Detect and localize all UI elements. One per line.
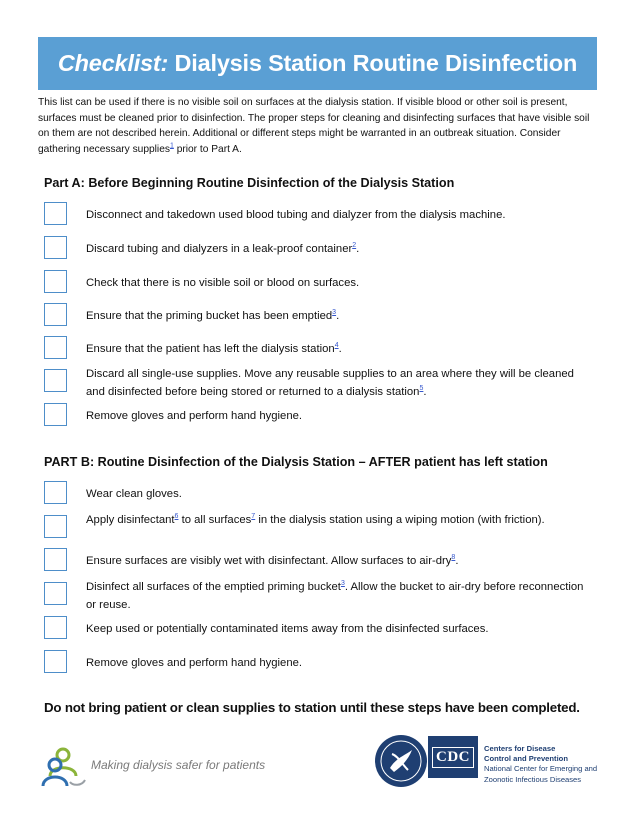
checkbox-b6[interactable] [44,650,67,673]
checkbox-a4[interactable] [44,303,67,326]
item-text: Keep used or potentially contaminated items away from the disinfected surfaces. [86,623,489,635]
footer-warning: Do not bring patient or clean supplies to station until these steps have been completed. [44,700,580,715]
cdc-line-1: Centers for Disease [484,744,556,753]
cdc-line-2: Control and Prevention [484,754,568,764]
item-tail: . [356,243,360,255]
item-text: Remove gloves and perform hand hygiene. [86,657,303,669]
item-mid: to all surfaces [178,514,252,526]
footnote-link-1[interactable]: 1 [169,142,174,150]
item-text: Remove gloves and perform hand hygiene. [86,410,303,422]
item-text: Wear clean gloves. [86,488,182,500]
intro-paragraph [38,95,598,157]
item-text: Apply disinfectant [86,514,175,526]
item-text: Check that there is no visible soil or blood on surfaces. [86,277,360,289]
checkbox-a5[interactable] [44,336,67,359]
checkbox-b1[interactable] [44,481,67,504]
checklist-item-a1 [86,206,586,224]
footnote-link-3[interactable]: 3 [332,309,337,317]
part-b-heading: PART B: Routine Disinfection of the Dialysis Station – AFTER patient has left station [44,455,548,469]
checklist-item-a5 [86,340,586,358]
intro-tail: prior to Part A. [173,143,242,155]
checklist-item-b2 [86,511,586,529]
footnote-link-4[interactable]: 4 [334,342,339,350]
checklist-item-b3 [86,552,586,570]
dialysis-people-logo-icon [40,742,90,790]
title-checklist-word: Checklist: [57,50,169,76]
part-a-heading: Part A: Before Beginning Routine Disinfection of the Dialysis Station [44,176,455,190]
checkbox-b2[interactable] [44,515,67,538]
footnote-link-7[interactable]: 7 [251,513,256,521]
item-tail: . [336,310,340,322]
item-text: Disinfect all surfaces of the emptied priming bucket [86,581,341,593]
item-tail: . [455,555,459,567]
item-text: Ensure that the patient has left the dialysis station [86,343,335,355]
checkbox-a1[interactable] [44,202,67,225]
tagline: Making dialysis safer for patients [91,758,266,772]
item-text: Discard all single-use supplies. Move any reusable supplies to an area where they will be cleaned and disinfected before being stored or returned to a dialysis station [86,368,574,398]
checklist-item-a7 [86,407,586,425]
item-text: Discard tubing and dialyzers in a leak-proof container [86,243,353,255]
item-tail: . [338,343,342,355]
item-text: Ensure that the priming bucket has been emptied [86,310,333,322]
checkbox-b4[interactable] [44,582,67,605]
checklist-item-a2 [86,240,586,258]
cdc-abbrev: CDC [432,747,474,768]
item-text: Disconnect and takedown used blood tubing and dialyzer from the dialysis machine. [86,209,506,221]
cdc-org-name [484,744,614,785]
footnote-link-8[interactable]: 8 [451,554,456,562]
checklist-item-a3 [86,274,586,292]
cdc-logo [428,736,478,778]
checkbox-a3[interactable] [44,270,67,293]
checkbox-b3[interactable] [44,548,67,571]
item-tail: . [423,386,427,398]
checkbox-a2[interactable] [44,236,67,259]
cdc-line-3: National Center for Emerging and [484,764,598,774]
item-tail: . Allow the bucket to air-dry before reconnection or reuse. [86,581,584,611]
footnote-link-6[interactable]: 6 [174,513,179,521]
item-tail: in the dialysis station using a wiping motion (with friction). [255,514,545,526]
checklist-item-b1 [86,485,586,503]
cdc-line-4: Zoonotic Infectious Diseases [484,774,582,784]
checklist-item-a6 [86,365,586,401]
checklist-item-a4 [86,307,586,325]
hhs-seal-icon [374,734,428,788]
checkbox-a7[interactable] [44,403,67,426]
checkbox-b5[interactable] [44,616,67,639]
footnote-link-2[interactable]: 2 [352,242,357,250]
item-text: Ensure surfaces are visibly wet with disinfectant. Allow surfaces to air-dry [86,555,452,567]
footnote-link-5[interactable]: 5 [419,385,424,393]
checkbox-a6[interactable] [44,369,67,392]
checklist-item-b5 [86,620,586,638]
intro-text: This list can be used if there is no visible soil on surfaces at the dialysis station. If visible blood or other soil is present, surfaces must be cleaned prior to disinfection. The proper steps for cleaning and disinfecting surfaces that have visible soil on them are not described herein. Additional or different steps might be warranted in an outbreak situation. Consider gathering necessary supplies [38,97,590,155]
checklist-item-b6 [86,654,586,672]
page-title: Dialysis Station Routine Disinfection [168,50,578,76]
page-title-banner [38,37,597,90]
footnote-link-3b[interactable]: 3 [340,580,345,588]
checklist-item-b4 [86,578,586,614]
